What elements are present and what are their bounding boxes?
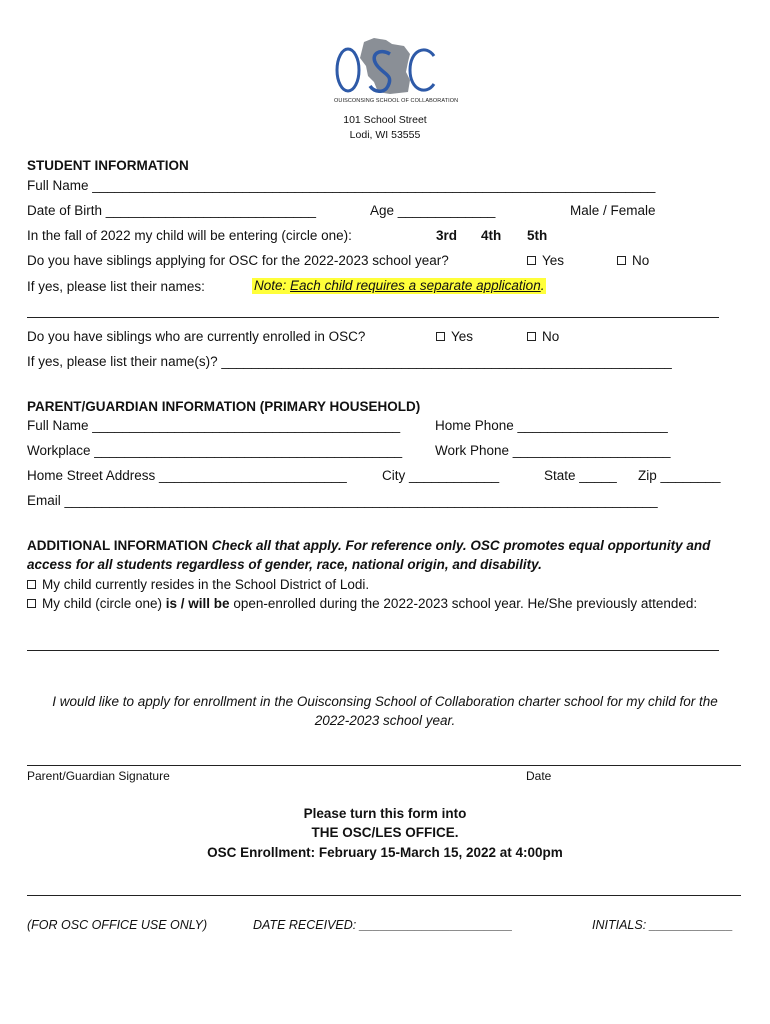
open-enrolled-option[interactable]: My child (circle one) is / will be open-enrolled during the 2022-2023 school year. He/She previously attended:: [27, 596, 697, 612]
signature-line[interactable]: [27, 765, 741, 766]
state-shape-icon: [360, 38, 410, 94]
checkbox-icon[interactable]: [27, 599, 36, 608]
previous-school-line[interactable]: [27, 650, 719, 651]
workplace-field[interactable]: Workplace _________________________________________: [27, 443, 403, 458]
resides-lodi-option[interactable]: My child currently resides in the School District of Lodi.: [27, 577, 369, 593]
signature-label: Parent/Guardian Signature: [27, 769, 170, 783]
grade-4-option[interactable]: 4th: [481, 228, 502, 243]
student-full-name-field[interactable]: Full Name ___________________________________________________________________________: [27, 178, 656, 193]
student-heading: STUDENT INFORMATION: [27, 158, 189, 173]
gender-option[interactable]: Male / Female: [570, 203, 656, 218]
additional-instructions-line2: access for all students regardless of gender, race, national origin, and disability.: [27, 557, 542, 572]
parent-heading: PARENT/GUARDIAN INFORMATION (PRIMARY HOUSEHOLD): [27, 399, 421, 414]
enrollment-deadline: OSC Enrollment: February 15-March 15, 2022 at 4:00pm: [207, 845, 563, 860]
dob-field[interactable]: Date of Birth ____________________________: [27, 203, 317, 218]
checkbox-icon[interactable]: [617, 256, 626, 265]
office-use-label: (FOR OSC OFFICE USE ONLY): [27, 918, 208, 932]
work-phone-field[interactable]: Work Phone _____________________: [435, 443, 671, 458]
address-line-2: Lodi, WI 53555: [349, 129, 421, 141]
office-use-divider: [27, 895, 741, 896]
grade-question: In the fall of 2022 my child will be entering (circle one):: [27, 228, 352, 243]
additional-heading-line: ADDITIONAL INFORMATION Check all that apply. For reference only. OSC promotes equal opportunity and: [27, 538, 711, 553]
zip-field[interactable]: Zip ________: [638, 468, 721, 483]
office-name: THE OSC/LES OFFICE.: [311, 825, 459, 840]
grade-5-option[interactable]: 5th: [527, 228, 548, 243]
date-received-field[interactable]: DATE RECEIVED: ______________________: [253, 918, 513, 932]
siblings-enrolled-question: Do you have siblings who are currently enrolled in OSC?: [27, 329, 366, 344]
signature-date-label: Date: [526, 769, 552, 783]
city-field[interactable]: City ____________: [382, 468, 500, 483]
enrollment-statement-1: I would like to apply for enrollment in the Ouisconsing School of Collaboration charter school for my child for the: [52, 694, 718, 709]
siblings-applying-question: Do you have siblings applying for OSC for the 2022-2023 school year?: [27, 253, 449, 268]
school-logo: [330, 36, 459, 108]
checkbox-icon[interactable]: [436, 332, 445, 341]
turn-in-instruction: Please turn this form into: [303, 806, 467, 821]
email-field[interactable]: Email _______________________________________________________________________________: [27, 493, 658, 508]
state-field[interactable]: State _____: [544, 468, 617, 483]
separate-application-note: Note: Each child requires a separate application.: [254, 278, 545, 293]
siblings-applying-yes[interactable]: Yes: [527, 253, 564, 269]
enrollment-statement-2: 2022-2023 school year.: [314, 713, 456, 728]
enrolled-sibling-names-field[interactable]: If yes, please list their name(s)? ____________________________________________________________: [27, 354, 672, 369]
home-phone-field[interactable]: Home Phone ____________________: [435, 418, 668, 433]
siblings-enrolled-yes[interactable]: Yes: [436, 329, 473, 345]
parent-full-name-field[interactable]: Full Name _________________________________________: [27, 418, 401, 433]
list-names-label: If yes, please list their names:: [27, 279, 205, 294]
address-line-1: 101 School Street: [343, 114, 427, 126]
checkbox-icon[interactable]: [27, 580, 36, 589]
grade-3-option[interactable]: 3rd: [436, 228, 458, 243]
checkbox-icon[interactable]: [527, 256, 536, 265]
logo-subtitle: OUISCONSING SCHOOL OF COLLABORATION: [334, 98, 459, 104]
siblings-applying-no[interactable]: No: [617, 253, 649, 269]
initials-field[interactable]: INITIALS: ____________: [592, 918, 734, 932]
age-field[interactable]: Age _____________: [370, 203, 496, 218]
siblings-enrolled-no[interactable]: No: [527, 329, 559, 345]
sibling-names-line[interactable]: [27, 317, 719, 318]
street-address-field[interactable]: Home Street Address _________________________: [27, 468, 347, 483]
checkbox-icon[interactable]: [527, 332, 536, 341]
